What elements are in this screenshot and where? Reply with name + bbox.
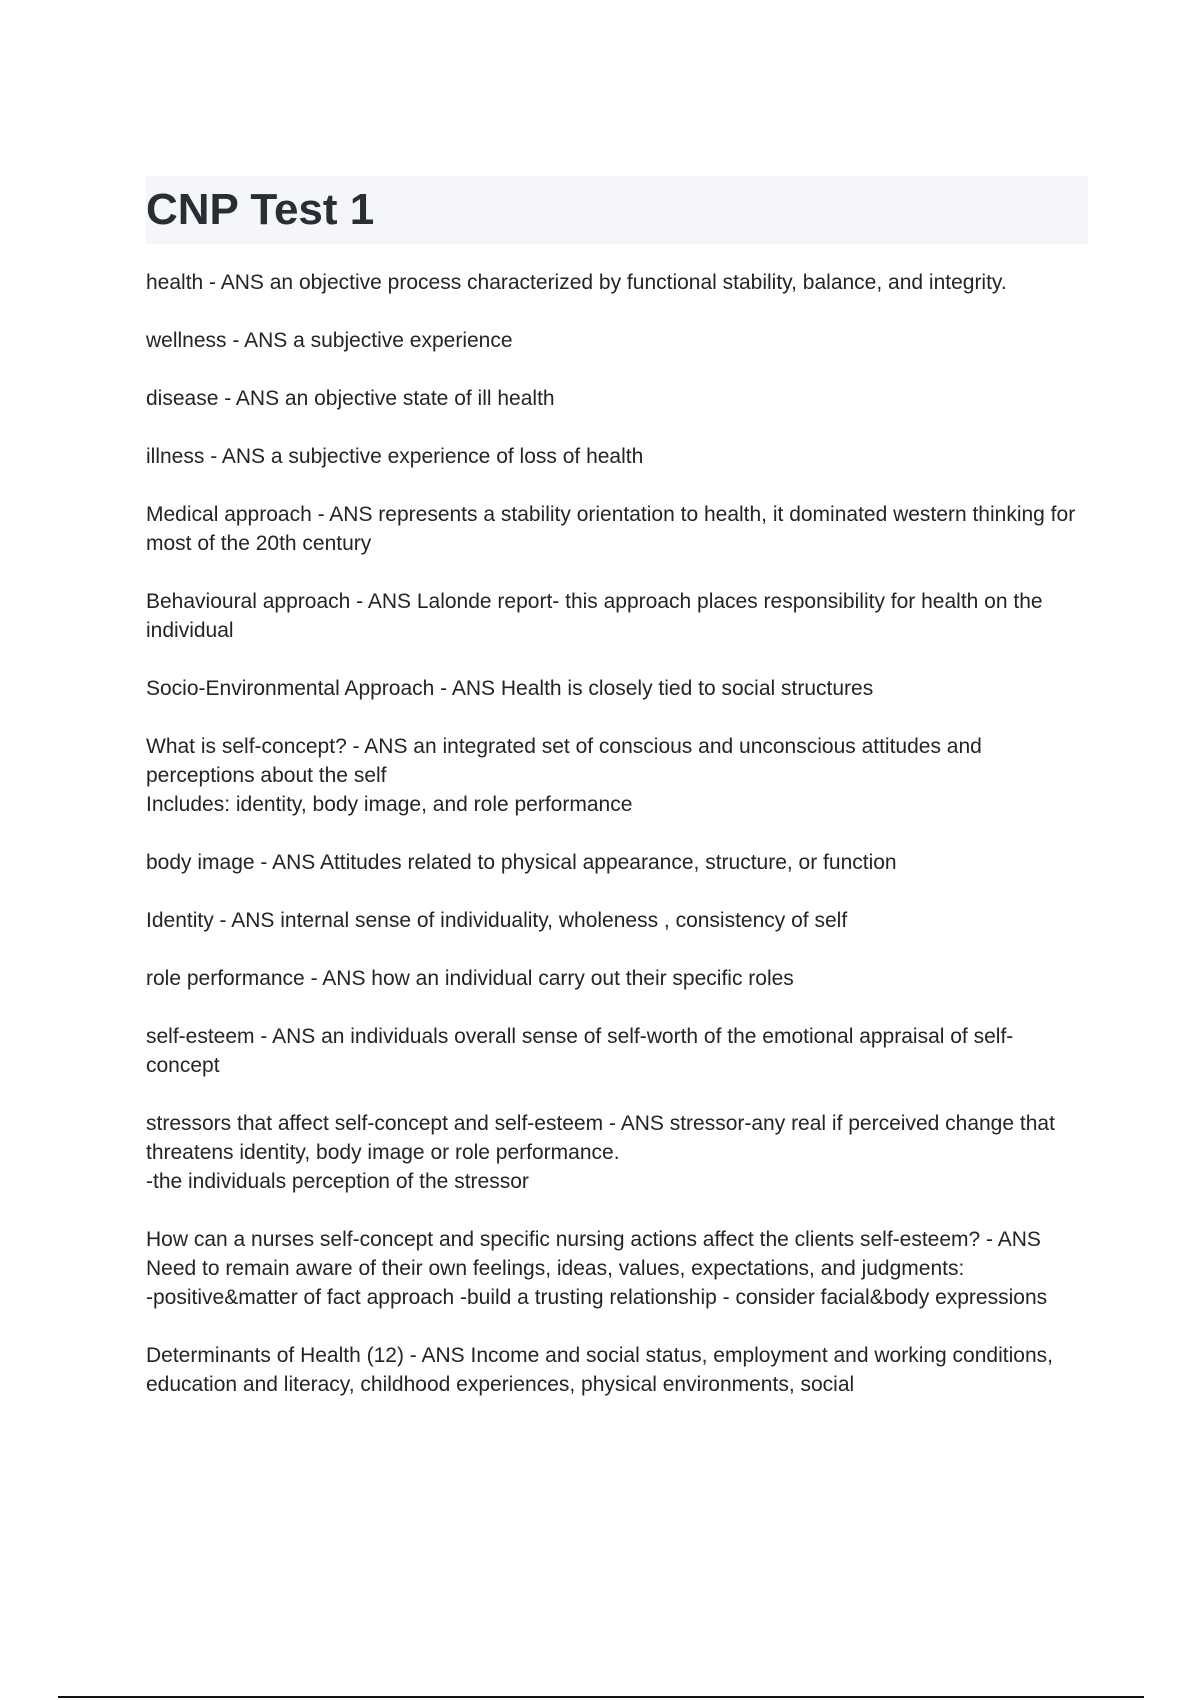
entry-answer: ANS an objective state of ill health [235, 387, 555, 410]
title-banner [146, 176, 1088, 244]
entry-term: Determinants of Health (12) [146, 1344, 404, 1367]
flashcard-entry: What is self-concept? - ANS an integrated set of conscious and unconscious attitudes and perceptions about the self Includes: identity, body image, and role performance [146, 735, 982, 816]
entry-term: Medical approach [146, 503, 312, 526]
entry-answer: ANS Lalonde report- this approach places responsibility for health on the individual [146, 590, 1043, 642]
entry-term: illness [146, 445, 205, 468]
entry-answer: ANS a subjective experience [244, 329, 513, 352]
flashcard-entry: How can a nurses self-concept and specific nursing actions affect the clients self-esteem? - ANS Need to remain aware of their own feelings, ideas, values, expectations, and judgments: -positive&matter of fact approach -build a trusting relationship - consider facial&body expressions [146, 1228, 1048, 1309]
entry-term: Socio-Environmental Approach [146, 677, 435, 700]
entry-term: stressors that affect self-concept and self-esteem [146, 1112, 604, 1135]
entry-term: health [146, 271, 204, 294]
flashcard-entry: wellness - ANS a subjective experience [146, 329, 513, 352]
entry-answer: ANS represents a stability orientation to health, it dominated western thinking for most of the 20th century [146, 503, 1076, 555]
flashcard-entry: Socio-Environmental Approach - ANS Health is closely tied to social structures [146, 677, 874, 700]
entry-term: body image [146, 851, 255, 874]
flashcard-entry: illness - ANS a subjective experience of loss of health [146, 445, 644, 468]
flashcard-entry: Determinants of Health (12) - ANS Income and social status, employment and working conditions, education and literacy, childhood experiences, physical environments, social [146, 1344, 1053, 1396]
entry-answer: ANS an integrated set of conscious and unconscious attitudes and perceptions about the self Includes: identity, body image, and role performance [146, 735, 982, 816]
flashcard-list [146, 268, 1086, 1428]
flashcard-entry: stressors that affect self-concept and self-esteem - ANS stressor-any real if perceived change that threatens identity, body image or role performance. -the individuals perception of the stressor [146, 1112, 1055, 1193]
footer-divider [58, 1696, 1144, 1698]
entry-answer: ANS Income and social status, employment and working conditions, education and literacy, childhood experiences, physical environments, social [146, 1344, 1053, 1396]
entry-answer: ANS an individuals overall sense of self-worth of the emotional appraisal of self-concept [146, 1025, 1014, 1077]
flashcard-entry: body image - ANS Attitudes related to physical appearance, structure, or function [146, 851, 897, 874]
entry-term: Identity [146, 909, 214, 932]
flashcard-entry: Medical approach - ANS represents a stability orientation to health, it dominated western thinking for most of the 20th century [146, 503, 1076, 555]
entry-term: Behavioural approach [146, 590, 351, 613]
entry-answer: ANS Health is closely tied to social structures [451, 677, 874, 700]
entry-term: disease [146, 387, 219, 410]
page-title: CNP Test 1 [146, 185, 375, 234]
entry-term: role performance [146, 967, 305, 990]
flashcard-entry: Behavioural approach - ANS Lalonde report- this approach places responsibility for health on the individual [146, 590, 1043, 642]
flashcard-entry: health - ANS an objective process characterized by functional stability, balance, and integrity. [146, 271, 1007, 294]
flashcard-entry: disease - ANS an objective state of ill health [146, 387, 555, 410]
entry-answer: ANS internal sense of individuality, wholeness , consistency of self [231, 909, 848, 932]
entry-answer: ANS an objective process characterized by functional stability, balance, and integrity. [220, 271, 1007, 294]
entry-answer: ANS how an individual carry out their specific roles [322, 967, 794, 990]
entry-answer: ANS stressor-any real if perceived change that threatens identity, body image or role performance. -the individuals perception of the stressor [146, 1112, 1055, 1193]
entry-term: self-esteem [146, 1025, 255, 1048]
entry-term: wellness [146, 329, 227, 352]
flashcard-entry: self-esteem - ANS an individuals overall sense of self-worth of the emotional appraisal of self-concept [146, 1025, 1014, 1077]
entry-answer: ANS a subjective experience of loss of health [221, 445, 644, 468]
entry-answer: ANS Attitudes related to physical appearance, structure, or function [272, 851, 897, 874]
entry-answer: ANS Need to remain aware of their own feelings, ideas, values, expectations, and judgments: -positive&matter of fact approach -build a trusting relationship - consider facial&body expressions [146, 1228, 1048, 1309]
entry-term: What is self-concept? [146, 735, 347, 758]
flashcard-entry: Identity - ANS internal sense of individuality, wholeness , consistency of self [146, 909, 848, 932]
entry-term: How can a nurses self-concept and specific nursing actions affect the clients self-esteem? [146, 1228, 981, 1251]
flashcard-entry: role performance - ANS how an individual carry out their specific roles [146, 967, 794, 990]
